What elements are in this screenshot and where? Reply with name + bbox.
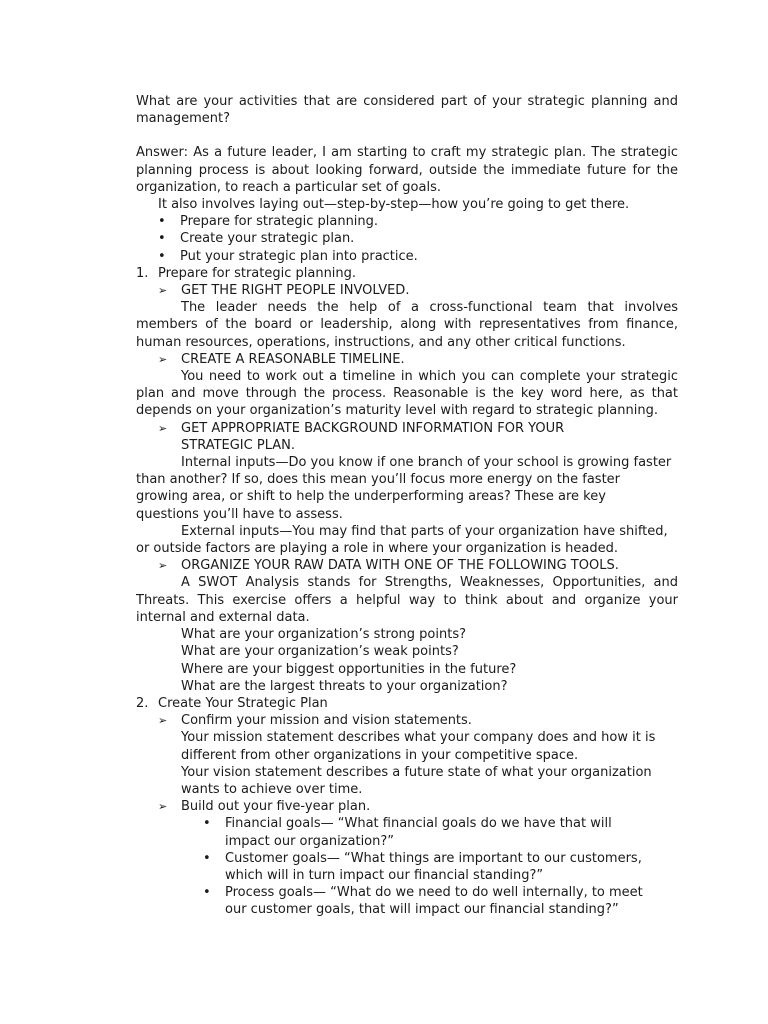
sub-heading-text: Build out your five-year plan. xyxy=(181,799,371,815)
list-item-text: Financial goals— “What financial goals do we have that will impact our organization?” xyxy=(225,816,612,849)
section-heading xyxy=(136,265,678,282)
list-item xyxy=(136,248,678,265)
sub-heading xyxy=(136,282,678,299)
bullet-icon: • xyxy=(203,885,211,901)
arrow-icon: ➢ xyxy=(158,559,168,573)
list-item-text: Customer goals— “What things are important to our customers, which will in turn impact our financial standing?” xyxy=(225,850,642,883)
section-title: Prepare for strategic planning. xyxy=(158,265,357,281)
section-number: 2. xyxy=(136,695,149,711)
arrow-icon: ➢ xyxy=(158,352,168,366)
section-heading xyxy=(136,695,678,712)
list-item xyxy=(136,213,678,230)
swot-question: What are your organization’s weak points? xyxy=(181,644,459,660)
paragraph: Your mission statement describes what your company does and how it is different from other organizations in your competitive space. xyxy=(181,730,656,763)
sub-heading xyxy=(136,420,678,454)
arrow-icon: ➢ xyxy=(158,284,168,298)
list-item xyxy=(136,850,678,884)
answer-layout: It also involves laying out—step-by-step—how you’re going to get there. xyxy=(158,197,630,213)
answer-intro: Answer: As a future leader, I am starting to craft my strategic plan. The strategic planning process is about looking forward, outside the immediate future for the organization, to reach a particular set of goals. xyxy=(136,145,678,195)
paragraph: Your vision statement describes a future state of what your organization wants to achieve over time. xyxy=(181,764,652,797)
sub-heading-text: GET APPROPRIATE BACKGROUND INFORMATION FOR YOUR STRATEGIC PLAN. xyxy=(181,420,565,453)
list-item-text: Create your strategic plan. xyxy=(180,231,355,247)
list-item-text: Process goals— “What do we need to do well internally, to meet our customer goals, that will impact our financial standing?” xyxy=(225,885,643,918)
list-item-text: Prepare for strategic planning. xyxy=(180,214,379,230)
sub-heading-text: ORGANIZE YOUR RAW DATA WITH ONE OF THE FOLLOWING TOOLS. xyxy=(181,558,619,574)
section-title: Create Your Strategic Plan xyxy=(158,695,328,711)
list-item xyxy=(136,815,678,849)
sub-heading-text: GET THE RIGHT PEOPLE INVOLVED. xyxy=(181,283,410,299)
arrow-icon: ➢ xyxy=(158,800,168,814)
paragraph: A SWOT Analysis stands for Strengths, Weaknesses, Opportunities, and Threats. This exercise offers a helpful way to think about and organize your internal and external data. xyxy=(136,575,678,625)
sub-heading-text: CREATE A REASONABLE TIMELINE. xyxy=(181,351,405,367)
bullet-icon: • xyxy=(158,248,166,264)
question-text: What are your activities that are considered part of your strategic planning and management? xyxy=(136,94,678,127)
document-body xyxy=(136,93,678,919)
sub-heading xyxy=(136,557,678,574)
paragraph: The leader needs the help of a cross-functional team that involves members of the board or leadership, along with representatives from finance, human resources, operations, instructions, and any other critical functions. xyxy=(136,300,678,350)
swot-question: What are your organization’s strong points? xyxy=(181,627,467,643)
spacer xyxy=(136,127,678,144)
swot-question: Where are your biggest opportunities in the future? xyxy=(181,661,517,677)
bullet-icon: • xyxy=(158,231,166,247)
paragraph: Internal inputs—Do you know if one branch of your school is growing faster than another? If so, does this mean you’ll focus more energy on the faster growing area, or shift to help the underperforming areas? These are key questions you’ll have to assess. xyxy=(136,455,672,522)
swot-question: What are the largest threats to your organization? xyxy=(181,678,508,694)
bullet-icon: • xyxy=(158,214,166,230)
sub-heading xyxy=(136,712,678,729)
list-item xyxy=(136,230,678,247)
list-item xyxy=(136,884,678,918)
sub-heading xyxy=(136,798,678,815)
bullet-icon: • xyxy=(203,850,211,866)
sub-heading-text: Confirm your mission and vision statements. xyxy=(181,713,472,729)
sub-heading xyxy=(136,351,678,368)
paragraph: You need to work out a timeline in which you can complete your strategic plan and move through the process. Reasonable is the key word here, as that depends on your organization’s maturity level with regard to strategic planning. xyxy=(136,369,678,419)
arrow-icon: ➢ xyxy=(158,714,168,728)
section-number: 1. xyxy=(136,265,149,281)
paragraph: External inputs—You may find that parts of your organization have shifted, or outside factors are playing a role in where your organization is headed. xyxy=(136,523,668,557)
arrow-icon: ➢ xyxy=(158,421,168,435)
list-item-text: Put your strategic plan into practice. xyxy=(180,248,418,264)
bullet-icon: • xyxy=(203,816,211,832)
